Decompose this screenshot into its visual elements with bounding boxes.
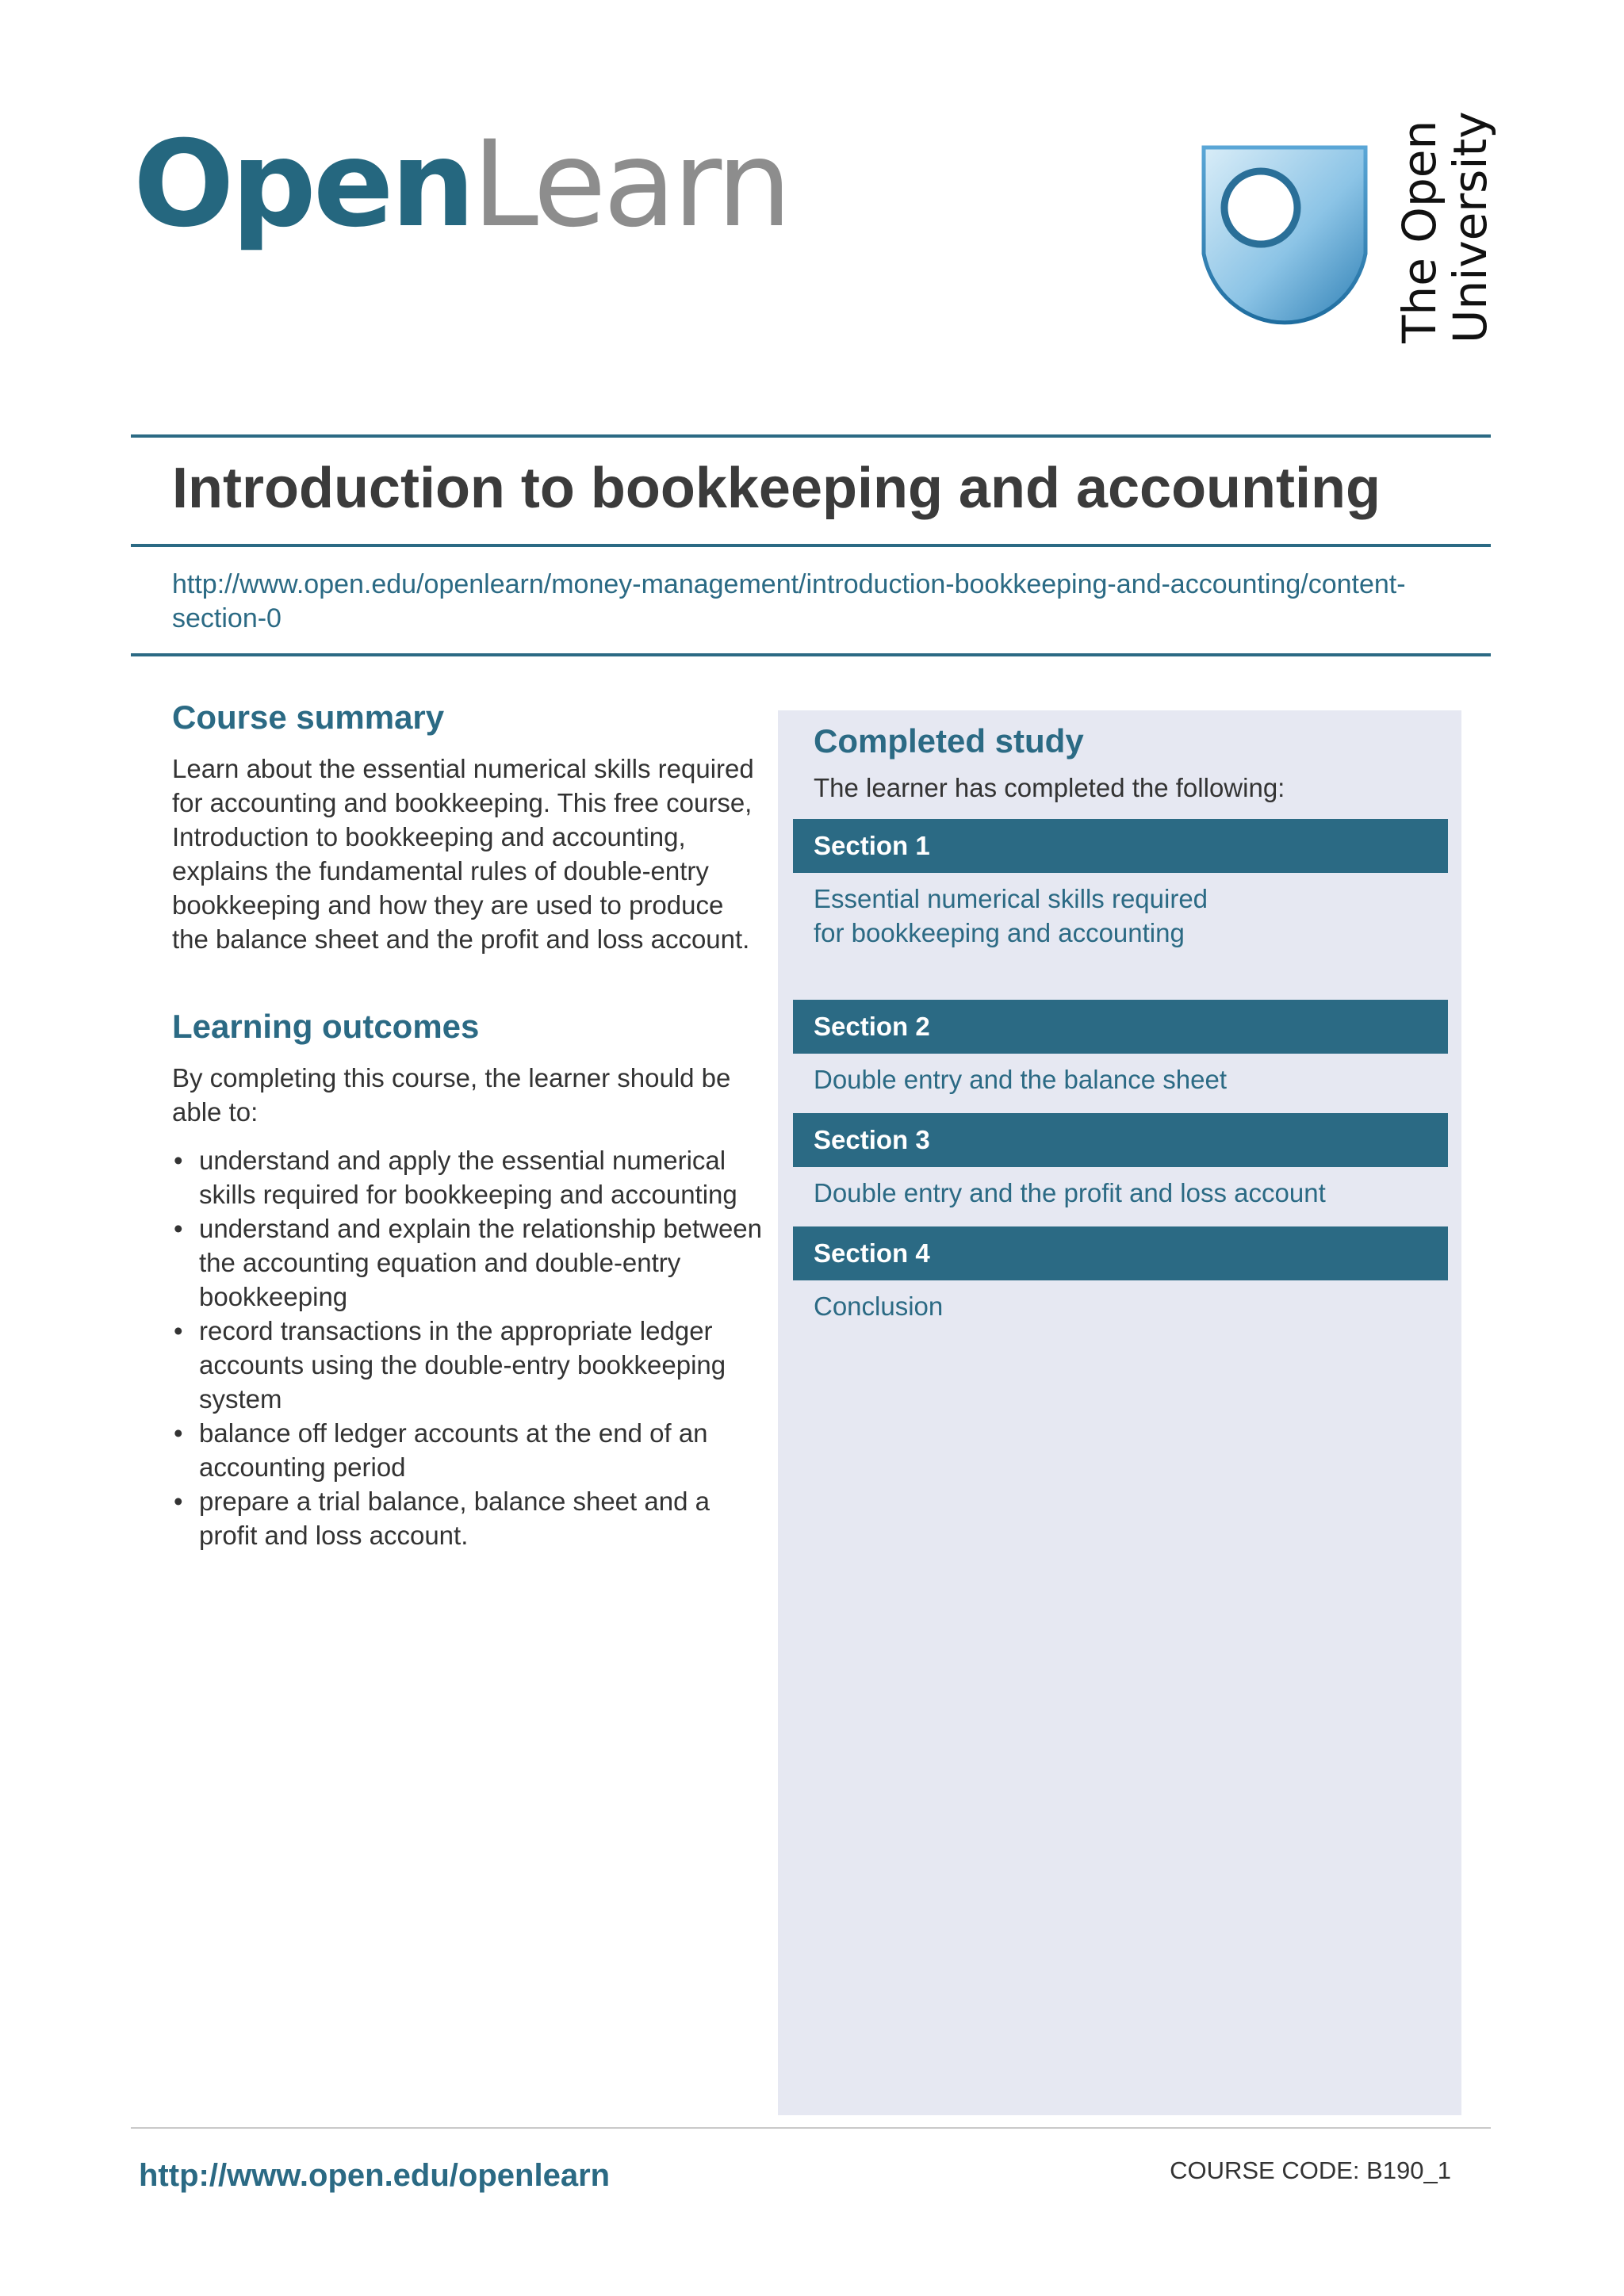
- university-line-1: The Open: [1392, 120, 1446, 343]
- url-bottom-rule: [131, 653, 1491, 656]
- section-1-header: Section 1: [793, 819, 1448, 873]
- course-summary-text: Learn about the essential numerical skills required for accounting and bookkeeping. This free course, Introduction to bookkeeping and accounting, explains the fundamental rules of double-entry bookkeeping and how they are used to produce the balance sheet and the profit and loss account.: [172, 754, 754, 954]
- section-1-description: Essential numerical skills required for bookkeeping and accounting: [814, 884, 1208, 947]
- outcome-item: • understand and explain the relationship between the accounting equation and double-entry bookkeeping: [172, 1211, 763, 1314]
- course-url-link[interactable]: http://www.open.edu/openlearn/money-management/introduction-bookkeeping-and-accounting/content-section-0: [172, 569, 1406, 633]
- left-column: [172, 698, 763, 1552]
- section-3-header: Section 3: [793, 1113, 1448, 1167]
- learning-outcomes-intro: By completing this course, the learner should be able to:: [172, 1063, 731, 1127]
- learning-outcomes-heading: Learning outcomes: [172, 1008, 480, 1045]
- completed-study-intro: The learner has completed the following:: [814, 773, 1285, 802]
- section-4-header: Section 4: [793, 1226, 1448, 1280]
- outcome-item: • balance off ledger accounts at the end of an accounting period: [172, 1416, 763, 1484]
- logo-learn-text: Learn: [472, 116, 789, 254]
- page-title: Introduction to bookkeeping and accounting: [172, 457, 1381, 520]
- completed-study-panel: [778, 710, 1461, 2115]
- title-bottom-rule: [131, 544, 1491, 547]
- outcome-item: • understand and apply the essential numerical skills required for bookkeeping and accounting: [172, 1143, 763, 1211]
- openlearn-logo: [133, 116, 789, 254]
- open-university-shield-icon: [1197, 143, 1372, 345]
- course-summary-heading: Course summary: [172, 698, 445, 736]
- completed-study-heading: Completed study: [814, 722, 1084, 760]
- outcome-item: • prepare a trial balance, balance sheet and a profit and loss account.: [172, 1484, 763, 1552]
- section-2-header: Section 2: [793, 1000, 1448, 1054]
- logo-open-text: Open: [133, 116, 473, 254]
- section-3-description: Double entry and the profit and loss account: [814, 1178, 1326, 1207]
- title-top-rule: [131, 434, 1491, 438]
- learning-outcomes-list: [172, 1143, 763, 1552]
- open-university-wordmark: [1394, 111, 1496, 343]
- section-4-description: Conclusion: [814, 1292, 944, 1321]
- university-line-2: University: [1443, 111, 1497, 343]
- open-university-logo: [1197, 111, 1499, 345]
- footer-rule: [131, 2127, 1491, 2129]
- footer-openlearn-link[interactable]: http://www.open.edu/openlearn: [139, 2158, 611, 2193]
- course-code: COURSE CODE: B190_1: [1170, 2156, 1451, 2184]
- section-2-description: Double entry and the balance sheet: [814, 1065, 1228, 1094]
- outcome-item: • record transactions in the appropriate ledger accounts using the double-entry bookkeeping system: [172, 1314, 763, 1416]
